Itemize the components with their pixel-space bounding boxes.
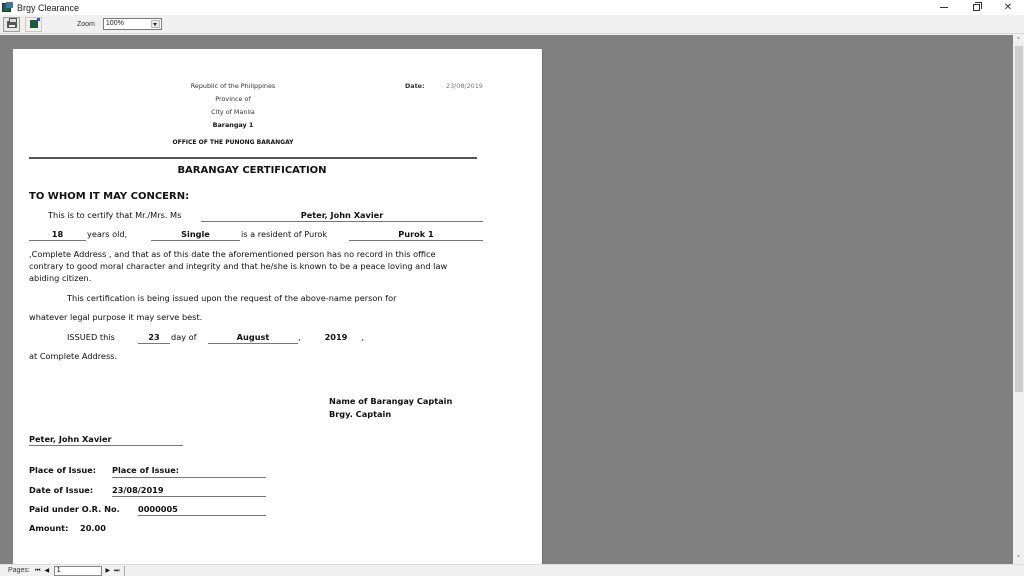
next-page-button[interactable] <box>104 566 112 576</box>
header-province: Province of <box>215 95 251 103</box>
or-number-underline <box>138 515 266 516</box>
certify-text: This is to certify that Mr./Mrs. Ms <box>48 210 182 220</box>
or-number-value: 0000005 <box>138 504 178 514</box>
zoom-select[interactable] <box>103 18 162 30</box>
issued-day-underline <box>138 343 170 344</box>
export-icon <box>30 20 38 28</box>
prev-page-button[interactable] <box>43 566 51 576</box>
issued-day-value: 23 <box>148 332 160 342</box>
paragraph-line-3: abiding citizen. <box>29 273 92 283</box>
close-button[interactable] <box>992 0 1024 15</box>
zoom-label: Zoom <box>77 20 95 28</box>
place-of-issue-value: Place of Issue: <box>112 465 180 475</box>
first-page-button[interactable] <box>34 566 42 576</box>
prev-page-icon: ◀ <box>44 567 50 574</box>
purok-underline <box>349 240 483 241</box>
at-address-text: at Complete Address. <box>29 351 118 361</box>
scroll-up-button[interactable] <box>1013 35 1024 46</box>
date-of-issue-underline <box>112 496 266 497</box>
last-page-icon: ⏭ <box>114 566 120 574</box>
header-republic: Republic of the Philippines <box>190 82 276 90</box>
or-number-label: Paid under O.R. No. <box>29 504 120 514</box>
pager-separator <box>124 566 125 576</box>
scroll-down-button[interactable] <box>1013 553 1024 564</box>
captain-name: Name of Barangay Captain <box>329 396 453 406</box>
printer-icon <box>7 21 17 28</box>
export-button[interactable] <box>25 17 42 32</box>
date-label: Date: <box>405 82 425 90</box>
paragraph-line-1: ,Complete Address , and that as of this date the aforementioned person has no record in this office <box>29 249 436 259</box>
resident-text: is a resident of Purok <box>241 229 328 239</box>
window-title: Brgy Clearance <box>17 2 80 13</box>
next-page-icon: ▶ <box>105 567 111 574</box>
salutation: TO WHOM IT MAY CONCERN: <box>29 191 190 202</box>
document-title: BARANGAY CERTIFICATION <box>177 165 327 176</box>
date-of-issue-value: 23/08/2019 <box>112 485 164 495</box>
place-of-issue-label: Place of Issue: <box>29 465 97 475</box>
day-of-text: day of <box>171 332 197 342</box>
chevron-up-icon: ˄ <box>1016 36 1021 45</box>
report-page <box>13 49 542 564</box>
issued-month-underline <box>208 343 298 344</box>
place-of-issue-underline <box>112 477 266 478</box>
purok-value: Purok 1 <box>398 229 434 239</box>
signatory-underline <box>29 445 183 446</box>
amount-value: 20.00 <box>80 523 106 533</box>
header-barangay: Barangay 1 <box>212 121 254 129</box>
issued-year-value: 2019 <box>324 332 348 342</box>
signatory-name: Peter, John Xavier <box>29 434 112 444</box>
years-old-text: years old, <box>87 229 128 239</box>
first-page-icon: ⏮ <box>35 566 41 574</box>
title-bar <box>0 0 1024 15</box>
close-icon: ✕ <box>1003 2 1013 13</box>
print-button[interactable] <box>3 17 20 32</box>
page-number-input[interactable]: 1 <box>54 566 102 576</box>
last-page-button[interactable] <box>113 566 121 576</box>
age-underline <box>29 240 86 241</box>
chevron-down-icon[interactable] <box>151 20 160 28</box>
age-value: 18 <box>51 229 64 239</box>
date-value: 23/08/2019 <box>446 82 483 90</box>
header-divider <box>29 157 477 159</box>
minimize-button[interactable] <box>928 0 960 15</box>
person-name-underline <box>201 221 483 222</box>
chevron-down-icon: ˅ <box>1016 554 1021 563</box>
header-office: OFFICE OF THE PUNONG BARANGAY <box>172 139 294 146</box>
civil-status-underline <box>151 240 240 241</box>
comma-1: , <box>298 332 301 342</box>
header-city: City of Manila <box>211 108 255 116</box>
window-controls <box>928 0 1024 15</box>
minimize-icon <box>940 7 948 8</box>
toolbar <box>0 15 1024 34</box>
person-name-value: Peter, John Xavier <box>300 210 384 220</box>
report-viewer-area <box>0 35 1013 564</box>
pages-label: Pages: <box>8 567 30 574</box>
scroll-thumb[interactable] <box>1015 46 1023 392</box>
issued-month-value: August <box>236 332 270 342</box>
paragraph-line-2: contrary to good moral character and integrity and that he/she is known to be a peace loving and law <box>29 261 448 271</box>
vertical-scrollbar[interactable] <box>1013 35 1024 564</box>
date-of-issue-label: Date of Issue: <box>29 485 94 495</box>
request-line-2: whatever legal purpose it may serve best. <box>29 312 203 322</box>
civil-status-value: Single <box>181 229 210 239</box>
amount-label: Amount: <box>29 523 69 533</box>
issued-text: ISSUED this <box>67 332 115 342</box>
page-navigation-bar <box>0 564 1024 576</box>
zoom-value: 100% <box>105 20 124 27</box>
app-icon <box>2 2 13 13</box>
restore-icon <box>973 4 980 11</box>
captain-title: Brgy. Captain <box>329 409 392 419</box>
request-line-1: This certification is being issued upon the request of the above-name person for <box>67 293 397 303</box>
restore-button[interactable] <box>960 0 992 15</box>
comma-2: , <box>361 332 364 342</box>
